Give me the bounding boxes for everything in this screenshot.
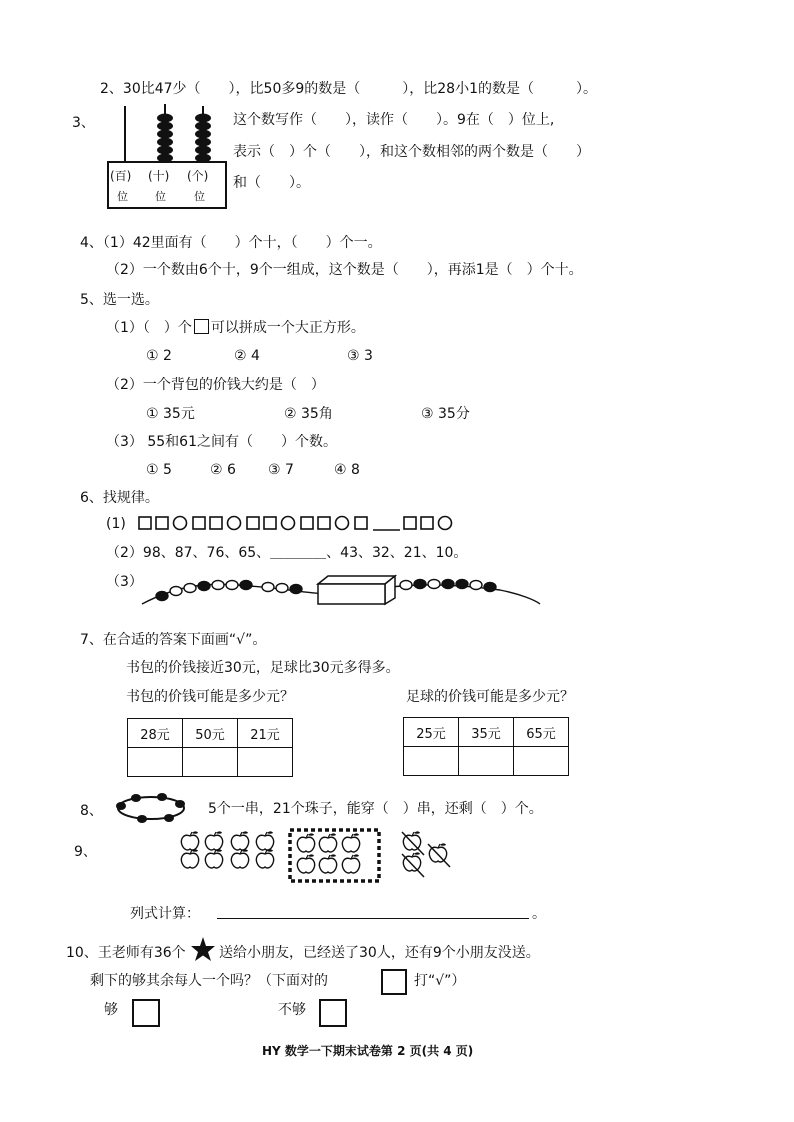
q9-number: 9、 [74, 844, 97, 860]
not-enough-label: 不够 [278, 1002, 306, 1018]
q5-p1 [106, 319, 365, 337]
q5-p1-option-2: ② 4 [234, 348, 260, 364]
square-icon [301, 517, 313, 529]
apple-group-boxed [297, 833, 359, 873]
apple-group-crossed [402, 831, 450, 877]
shape-pattern [135, 513, 465, 535]
q10-line1-suffix: 送给小朋友，已经送了30人，还有9个小朋友没送。 [219, 945, 540, 961]
price-option: 21元 [238, 719, 293, 748]
q5-title: 5、选一选。 [80, 292, 159, 308]
abacus-beads [157, 114, 211, 163]
price-option: 65元 [514, 718, 569, 747]
square-icon [421, 517, 433, 529]
square-icon [247, 517, 259, 529]
check-cell[interactable] [404, 747, 459, 776]
q9-calc-label: 列式计算： [130, 906, 200, 922]
q7-intro: 书包的价钱接近30元，足球比30元多得多。 [126, 660, 400, 676]
bead-string-pattern [140, 572, 545, 612]
abacus-label-tens: (十) [148, 169, 170, 183]
square-icon [139, 517, 151, 529]
q7-right-question: 足球的价钱可能是多少元？ [406, 689, 574, 705]
q5-p2-option-2: ② 35角 [284, 406, 333, 422]
check-cell[interactable] [238, 748, 293, 777]
q5-p3-option-3: ③ 7 [268, 462, 294, 478]
price-option: 25元 [404, 718, 459, 747]
q3-line3: 和（ ）。 [233, 175, 310, 191]
price-option: 50元 [183, 719, 238, 748]
q4-line1: 4、（1）42里面有（ ）个十，（ ）个一。 [80, 235, 382, 251]
q5-p2-option-3: ③ 35分 [421, 406, 470, 422]
check-cell[interactable] [459, 747, 514, 776]
q10-line1-prefix: 10、王老师有36个 [66, 945, 186, 961]
q5-p3-option-2: ② 6 [210, 462, 236, 478]
q10-line2-prefix: 剩下的够其余每人一个吗？（下面对的 [90, 973, 328, 989]
q10-line2-suffix: 打“√”） [414, 973, 466, 989]
q5-p1-prefix: （1）（ ）个 [106, 320, 192, 336]
not-enough-checkbox[interactable] [319, 999, 347, 1027]
circle-icon [439, 517, 452, 530]
abacus-place-hundreds: 位 [117, 190, 128, 203]
circle-icon [282, 517, 295, 530]
q3-line2: 表示（ ）个（ ），和这个数相邻的两个数是（ ） [233, 144, 590, 160]
circle-icon [228, 517, 241, 530]
q5-p1-option-3: ③ 3 [347, 348, 373, 364]
q6-p2-text: （2）98、87、76、65、＿＿＿＿、43、32、21、10。 [106, 545, 468, 561]
square-icon [318, 517, 330, 529]
box-cover [318, 576, 395, 604]
q4-line2: （2）一个数由6个十，9个一组成，这个数是（ ），再添1是（ ）个十。 [106, 262, 583, 278]
circle-icon [336, 517, 349, 530]
schoolbag-price-table [127, 718, 293, 777]
q5-p3-option-4: ④ 8 [334, 462, 360, 478]
q5-p1-option-1: ① 2 [146, 348, 172, 364]
square-icon [210, 517, 222, 529]
page-footer: HY 数学一下期末试卷第 2 页(共 4 页) [262, 1044, 474, 1058]
square-icon [404, 517, 416, 529]
enough-checkbox[interactable] [132, 999, 160, 1027]
square-icon [264, 517, 276, 529]
q9-end: 。 [532, 906, 546, 922]
abacus-label-ones: (个) [187, 169, 209, 183]
q7-title: 7、在合适的答案下面画“√”。 [80, 632, 267, 648]
q8-number: 8、 [80, 803, 103, 819]
check-cell[interactable] [183, 748, 238, 777]
q8-text: 5个一串，21个珠子，能穿（ ）串，还剩（ ）个。 [208, 801, 543, 817]
bead-ring-icon [114, 790, 189, 828]
sample-answer-box [381, 969, 407, 995]
q3-number: 3、 [72, 115, 95, 131]
apples-figure [180, 827, 460, 887]
football-price-table [403, 717, 569, 776]
q3-line1: 这个数写作（ ），读作（ ）。9在（ ）位上, [233, 112, 555, 128]
check-cell[interactable] [514, 747, 569, 776]
q7-left-question: 书包的价钱可能是多少元？ [126, 689, 294, 705]
q5-p3-option-1: ① 5 [146, 462, 172, 478]
circle-icon [174, 517, 187, 530]
enough-label: 够 [104, 1002, 118, 1018]
check-cell[interactable] [128, 748, 183, 777]
q5-p2-text: （2）一个背包的价钱大约是（ ） [106, 377, 325, 393]
q6-p1-label: (1) [106, 516, 126, 532]
q5-p3-text: （3） 55和61之间有（ ）个数。 [106, 434, 337, 450]
square-icon [355, 517, 367, 529]
abacus-label-hundreds: (百) [110, 169, 132, 183]
q6-title: 6、找规律。 [80, 490, 159, 506]
abacus-place-ones: 位 [194, 190, 205, 203]
q5-p2-option-1: ① 35元 [146, 406, 195, 422]
apple-group-left [181, 831, 273, 868]
q5-p1-suffix: 可以拼成一个大正方形。 [210, 320, 365, 336]
square-icon [156, 517, 168, 529]
q6-p3-label: （3） [106, 574, 143, 590]
price-option: 35元 [459, 718, 514, 747]
q2-text: 2、30比47少（ ），比50多9的数是（ ），比28小1的数是（ ）。 [100, 81, 597, 97]
abacus-place-tens: 位 [155, 190, 166, 203]
calc-answer-line[interactable] [217, 918, 529, 919]
star-icon [190, 936, 216, 962]
square-icon [194, 319, 209, 334]
square-icon [193, 517, 205, 529]
price-option: 28元 [128, 719, 183, 748]
